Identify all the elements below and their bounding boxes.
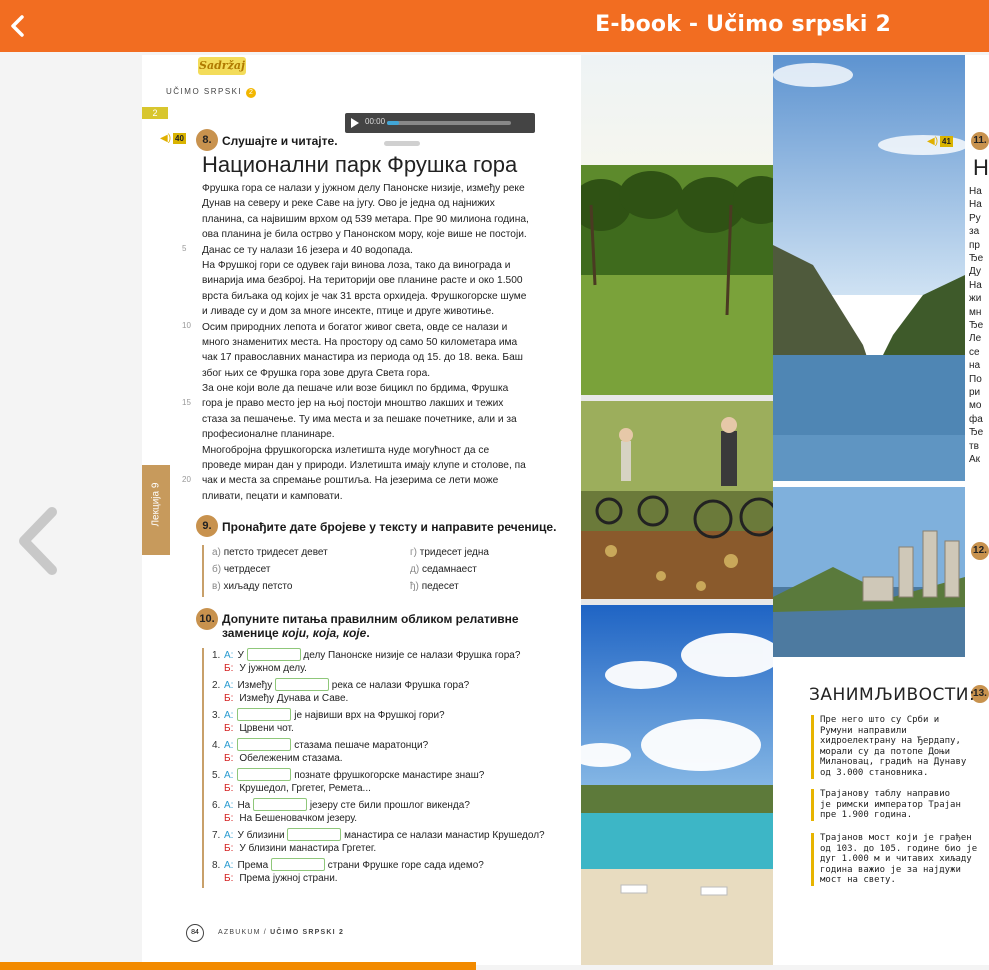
question-row (212, 828, 545, 842)
line-number: 20 (182, 475, 191, 484)
text-fragment: ри (969, 387, 981, 398)
chapter-tab[interactable] (142, 465, 170, 555)
text-line: Многобројна фрушкогорска излетишта нуде могућност да се (202, 444, 490, 456)
b-label: Б: (224, 753, 234, 764)
audio-track-number: 40 (175, 133, 184, 143)
fun-fact-line: Трајанову таблу направио (820, 789, 951, 799)
answer-input[interactable] (237, 708, 291, 721)
text-fragment: Ру (969, 212, 981, 224)
question-number: 8. (212, 860, 221, 871)
fun-fact-line: Трајанов мост који је грађен (820, 833, 972, 843)
text-fragment: На (969, 199, 982, 211)
answer-input[interactable] (253, 798, 307, 811)
answer-input[interactable] (271, 858, 325, 871)
series-name: UČIMO SRPSKI (166, 87, 243, 96)
a-label: А: (224, 650, 234, 661)
answer-text: Црвени чот. (239, 723, 294, 734)
question-text: језеру сте били прошлог викенда? (309, 800, 470, 811)
text-fragment: Ђе (969, 320, 984, 331)
exercise-number: 11. (971, 132, 989, 150)
answer-input[interactable] (287, 828, 341, 841)
list-item: в) хиљаду петсто (212, 581, 293, 592)
b-label: Б: (224, 693, 234, 704)
exercise-number: 13. (971, 685, 989, 703)
list-item: д) седамнаест (410, 564, 477, 575)
text-line: и ливаде су и дом за многе инсекте, птице и друге животиње. (202, 306, 495, 318)
question-row (212, 678, 469, 692)
answer-text: У близини манастира Гргетег. (239, 843, 377, 854)
question-number: 1. (212, 650, 221, 661)
list-item: г) тридесет једна (410, 547, 489, 558)
text-line: планина, са највишим врхом од 539 метара. Пре 90 милиона година, (202, 213, 529, 225)
question-row (212, 708, 445, 722)
vineyard-photo (581, 55, 773, 395)
text-line: На Фрушкој гори се одувек гаји винова лоза, тако да винограда и (202, 259, 511, 271)
exercise-title: Слушајте и читајте. (222, 134, 338, 148)
answer-input[interactable] (237, 738, 291, 751)
question-row (212, 768, 484, 782)
b-label: Б: (224, 723, 234, 734)
fill-in-exercise (202, 648, 582, 888)
question-row (212, 858, 484, 872)
audio-track-badge[interactable] (927, 135, 953, 147)
answer-text: Крушедол, Гргетег, Ремета... (239, 783, 371, 794)
back-arrow-icon[interactable] (6, 11, 30, 41)
question-number: 5. (212, 770, 221, 781)
a-label: А: (224, 740, 234, 751)
question-text: делу Панонске низије се налази Фрушка гора? (303, 650, 521, 661)
a-label: А: (224, 860, 234, 871)
text-line: због њих се Фрушка гора зове друга Света гора. (202, 367, 431, 379)
question-text: је највиши врх на Фрушкој гори? (294, 710, 445, 721)
text-line: проведе миран дан у природи. Излетишта имају клупе и столове, па (202, 460, 526, 472)
reading-progress-bar (0, 962, 476, 970)
fun-fact-line: хидроелектрану на Ђердапу, (820, 736, 961, 747)
b-label: Б: (224, 873, 234, 884)
answer-row (212, 662, 307, 676)
text-fragment: Ле (969, 333, 982, 345)
chapter-tab-label: Лекција 9 (150, 482, 162, 527)
exercise-title-line: заменице који, која, које. (222, 626, 370, 640)
answer-text: У јужном делу. (239, 663, 307, 674)
audio-time: 00:00 (365, 117, 386, 126)
text-fragment: пр (969, 239, 980, 251)
player-drag-handle[interactable] (384, 141, 420, 146)
text-line: За оне који воле да пешаче или возе бицикл по брдима, Фрушка (202, 383, 509, 395)
page-heading: Н (973, 155, 989, 180)
question-text: познате фрушкогорске манастире знаш? (294, 770, 485, 781)
a-label: А: (224, 710, 234, 721)
text-line: пливати, пецати и камповати. (202, 490, 343, 502)
book-page-right (773, 55, 989, 965)
text-fragment: фа (969, 413, 983, 425)
text-fragment: се (969, 346, 980, 358)
text-line: гора је право место јер на њој постоји мноштво лакших и тежих (202, 398, 504, 410)
answer-row (212, 692, 348, 706)
fun-fact-line: морали су да потопе Доњи (820, 746, 951, 757)
text-fragment: жи (969, 293, 982, 305)
audio-track-badge[interactable] (160, 132, 186, 144)
toc-link[interactable]: Sadržaj (198, 57, 246, 75)
a-label: А: (224, 800, 234, 811)
answer-text: Између Дунава и Саве. (239, 693, 349, 704)
question-number: 4. (212, 740, 221, 751)
line-number: 15 (182, 398, 191, 407)
speaker-icon: ◀) (927, 135, 939, 147)
exercise-title: Пронађите дате бројеве у тексту и направите реченице. (222, 520, 557, 534)
fun-fact-line: је римски император Трајан (820, 799, 961, 810)
fun-fact (811, 833, 978, 886)
fun-fact-line: Милановац, градић на Дунаву (820, 757, 967, 768)
text-fragment: По (969, 373, 982, 385)
fun-fact (811, 789, 971, 821)
text-line: врста биљака од којих је чак 31 врста орхидеја. Фрушкогорске шуме (202, 290, 527, 302)
fun-fact (811, 715, 971, 779)
question-text: У (237, 650, 244, 661)
photo-column (581, 55, 773, 965)
question-text: У близини (237, 830, 285, 841)
speaker-icon: ◀) (160, 132, 172, 144)
answer-input[interactable] (247, 648, 301, 661)
cyclists-photo (581, 401, 773, 599)
answer-row (212, 782, 371, 796)
text-fragment: Ђе (969, 427, 984, 439)
question-number: 3. (212, 710, 221, 721)
series-level-badge: 2 (246, 88, 256, 98)
a-label: А: (224, 830, 234, 841)
audio-player[interactable] (345, 113, 535, 133)
text-fragment: за (969, 226, 980, 238)
series-label (166, 87, 256, 98)
exercise-number: 8. (196, 129, 218, 151)
question-text: стазама пешаче маратонци? (294, 740, 429, 751)
reading-text (202, 181, 574, 504)
question-text: Између (237, 680, 273, 691)
b-label: Б: (224, 843, 234, 854)
answer-text: Обележеним стазама. (239, 753, 343, 764)
question-text: манастира се налази манастир Крушедол? (344, 830, 545, 841)
text-fragment: на (969, 360, 981, 372)
lake-photo (581, 605, 773, 965)
a-label: А: (224, 680, 234, 691)
line-number: 10 (182, 321, 191, 330)
b-label: Б: (224, 783, 234, 794)
text-fragment: На (969, 279, 982, 291)
a-label: А: (224, 770, 234, 781)
exercise-title (222, 612, 519, 640)
fun-fact-line: пре 1.900 година. (820, 810, 913, 821)
text-line: Фрушка гора се налази у јужном делу Панонске низије, између реке (202, 183, 525, 194)
fun-facts-title: ЗАНИМЉИВОСТИ: (809, 685, 976, 705)
answer-row (212, 752, 343, 766)
level-tab: 2 (142, 107, 168, 119)
fun-fact-line: година важио је за најдужи (820, 864, 961, 875)
page-heading: Национални парк Фрушка гора (202, 152, 518, 177)
audio-progress (387, 121, 399, 125)
answer-row (212, 812, 357, 826)
question-number: 7. (212, 830, 221, 841)
fun-fact-line: Румуни направили (820, 725, 907, 736)
text-fragment: тв (969, 440, 979, 452)
question-text: страни Фрушке горе сада идемо? (327, 860, 484, 871)
answer-text: Према јужној страни. (239, 873, 338, 884)
page-number: 84 (186, 924, 204, 942)
text-fragment: мн (969, 306, 982, 318)
audio-track-number: 41 (942, 136, 951, 146)
text-line: стаза за пешачење. Ту има места и за пешаке почетнике, али и за (202, 413, 517, 425)
text-fragment: мо (969, 400, 982, 412)
exercise-number: 10. (196, 608, 218, 630)
b-label: Б: (224, 663, 234, 674)
answer-row (212, 722, 294, 736)
book-page-left (142, 55, 582, 965)
text-line: професионалне планинаре. (202, 429, 335, 441)
number-list (202, 545, 542, 597)
list-item: а) петсто тридесет девет (212, 547, 328, 558)
answer-row (212, 872, 338, 886)
question-row (212, 798, 470, 812)
text-line: винарија има безброј. На територији ове планине расте и око 1.500 (202, 275, 523, 287)
text-fragment: Ђе (969, 253, 984, 264)
text-line: Осим природних лепота и богатог живог света, овде се налази и (202, 321, 508, 333)
fun-fact-line: од 103. до 105. године био је (820, 843, 978, 854)
text-line: много знаменитих места. На простору од само 50 километара има (202, 336, 518, 348)
audio-seek-bar[interactable] (387, 121, 511, 125)
exercise-title-line: Допуните питања правилним обликом релативне (222, 612, 519, 626)
question-text: река се налази Фрушка гора? (331, 680, 470, 691)
answer-row (212, 842, 376, 856)
page-footer: AZBUKUM / UČIMO SRPSKI 2 (218, 929, 345, 936)
text-fragment: На (969, 186, 982, 197)
text-fragment: Ак (969, 454, 981, 465)
text-line: чак 17 православних манастира из периода од 15. до 18. века. Баш (202, 352, 523, 364)
text-fragment: Ду (969, 266, 981, 278)
question-row (212, 648, 520, 662)
line-number: 5 (182, 244, 187, 253)
question-number: 2. (212, 680, 221, 691)
fun-fact-line: од 3.000 становника. (820, 767, 929, 778)
top-app-bar (0, 0, 989, 52)
question-row (212, 738, 428, 752)
fun-fact-line: дуг 1.000 м и читавих хиљаду (820, 854, 972, 865)
previous-page-arrow-icon[interactable] (14, 506, 60, 576)
fun-fact-line: мост на свету. (820, 875, 896, 886)
app-title: E-book - Učimo srpski 2 (595, 12, 891, 37)
danube-gorge-photo (773, 55, 965, 481)
answer-text: На Бешеновачком језеру. (239, 813, 357, 824)
text-line: ова планина је била острво у Панонском мору, које више не постоји. (202, 229, 527, 241)
golubac-fortress-photo (773, 487, 965, 657)
play-icon[interactable] (351, 118, 359, 128)
question-text: На (237, 800, 251, 811)
question-text: Према (237, 860, 269, 871)
text-line: Дунав на северу и реке Саве на југу. Ово је једна од најнижих (202, 198, 495, 210)
text-line: Данас се ту налази 16 језера и 40 водопада. (202, 244, 413, 256)
exercise-number: 12. (971, 542, 989, 560)
answer-input[interactable] (237, 768, 291, 781)
answer-input[interactable] (275, 678, 329, 691)
b-label: Б: (224, 813, 234, 824)
list-item: ђ) педесет (410, 581, 459, 592)
list-item: б) четрдесет (212, 564, 271, 575)
fun-fact-line: Пре него што су Срби и (820, 715, 940, 725)
text-line: чак и места за спремање роштиља. На језерима се лети може (202, 475, 499, 487)
question-number: 6. (212, 800, 221, 811)
exercise-number: 9. (196, 515, 218, 537)
